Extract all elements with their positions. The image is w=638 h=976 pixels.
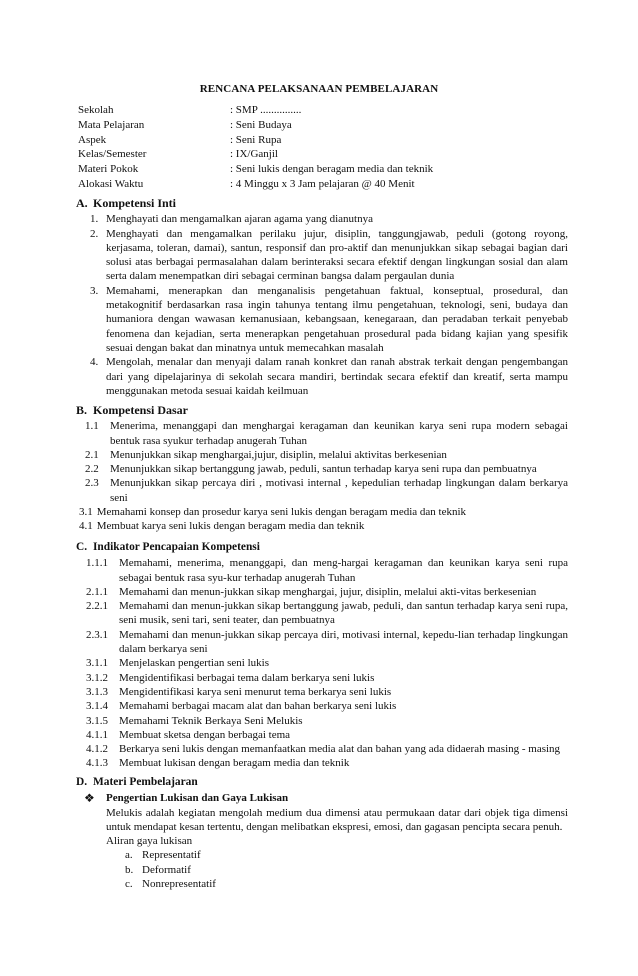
section-title: Kompetensi Inti: [93, 196, 177, 210]
section-materi: [76, 775, 568, 891]
section-letter: C.: [76, 541, 88, 553]
list-item: [125, 863, 568, 877]
materi-list: [125, 848, 568, 891]
item-text: Mengidentifikasi berbagai tema dalam berkarya seni lukis: [119, 671, 375, 684]
item-text: Memahami, menerapkan dan menganalisis pengetahuan faktual, konseptual, prosedural, dan metakognitif berdasarkan rasa ingin tahunya tentang ilmu pengetahuan, teknologi, seni, budaya dan humaniora dengan wawasan kemanusiaan, kebangsaan, kenegaraan, dan peradaban terkait penyebab fenomena dan kejadian, serta menerapkan pengetahuan prosedural pada bidang kajian yang spesifik sesuai dengan bakat dan minatnya untuk memecahkan masalah: [106, 284, 568, 354]
list-item: [76, 628, 568, 657]
item-letter: b.: [125, 863, 134, 876]
list-item: [76, 599, 568, 628]
section-title: Indikator Pencapaian Kompetensi: [93, 541, 260, 553]
item-number: 4.1.2: [86, 743, 108, 756]
identity-row-kelas-semester: [78, 147, 578, 162]
list-item: [76, 212, 568, 226]
section-heading: [76, 540, 568, 554]
item-number: 3.1.2: [86, 671, 108, 684]
item-text: Membuat lukisan dengan beragam media dan teknik: [119, 757, 350, 770]
identity-row-alokasi-waktu: [78, 177, 578, 192]
section-heading: [76, 775, 568, 789]
list-item: [76, 419, 568, 448]
list-item: [76, 448, 568, 462]
item-number: 2.: [90, 227, 99, 240]
list-item: [76, 742, 568, 756]
section-letter: B.: [76, 403, 88, 417]
item-number: 3.1: [79, 506, 93, 519]
item-number: 4.1.1: [86, 728, 108, 741]
identity-label: Alokasi Waktu: [78, 177, 144, 190]
identity-row-materi-pokok: [78, 162, 578, 177]
item-number: 2.2.1: [86, 600, 108, 613]
item-text: Mengidentifikasi karya seni menurut tema berkarya seni lukis: [119, 685, 392, 698]
identity-value: : Seni Budaya: [230, 118, 292, 131]
item-number: 3.: [90, 284, 99, 297]
identity-label: Materi Pokok: [78, 163, 139, 176]
item-text: Representatif: [142, 849, 201, 862]
item-text: Memahami dan menun-jukkan sikap bertanggung jawab, peduli, dan santun terhadap karya seni rupa, seni musik, seni tari, seni teater, dan pembuatnya: [119, 600, 568, 627]
list-item: [76, 699, 568, 713]
section-kompetensi-dasar: [76, 403, 568, 534]
identity-label: Aspek: [78, 133, 107, 146]
identity-label: Sekolah: [78, 104, 114, 116]
item-text: Membuat sketsa dengan berbagai tema: [119, 728, 291, 741]
list-item: [76, 728, 568, 742]
item-text: Menunjukkan sikap menghargai,jujur, disiplin, melalui aktivitas berkesenian: [110, 448, 447, 461]
item-text: Memahami konsep dan prosedur karya seni lukis dengan beragam media dan teknik: [96, 506, 467, 519]
item-letter: a.: [125, 849, 133, 862]
identity-value: : IX/Ganjil: [230, 148, 278, 161]
item-text: Memahami, menerima, menanggapi, dan meng-hargai keragaman dan keunikan karya seni rupa sebagai bentuk rasa syu-kur terhadap anugerah Tuhan: [119, 557, 568, 584]
item-number: 3.1.4: [86, 700, 108, 713]
item-text: Menjelaskan pengertian seni lukis: [119, 657, 269, 670]
list-item: [76, 656, 568, 670]
item-text: Menunjukkan sikap percaya diri , motivasi internal , kepedulian terhadap lingkungan dalam berkarya seni: [110, 477, 568, 504]
list-item: [76, 714, 568, 728]
identity-row-mata-pelajaran: [78, 118, 578, 133]
list-item: [76, 685, 568, 699]
section-title: Materi Pembelajaran: [93, 776, 198, 788]
diamond-bullet-icon: ❖: [84, 791, 95, 806]
list-item: [76, 462, 568, 476]
list-item: [76, 227, 568, 284]
item-number: 4.1.3: [86, 757, 108, 770]
materi-paragraph: Melukis adalah kegiatan mengolah medium dua dimensi atau permukaan datar dari objek tiga dimensi untuk mendapat kesan tertentu, dengan melibatkan ekspresi, emosi, dan gagasan pencipta secara penuh.: [106, 806, 568, 833]
identity-value: : 4 Minggu x 3 Jam pelajaran @ 40 Menit: [230, 177, 415, 190]
subheading-text: Pengertian Lukisan dan Gaya Lukisan: [106, 792, 289, 805]
list-item: [76, 556, 568, 585]
list-item: [125, 877, 568, 891]
item-text: Menunjukkan sikap bertanggung jawab, peduli, santun terhadap karya seni rupa dan pembuatnya: [110, 463, 537, 476]
list-item: [76, 519, 568, 533]
item-number: 2.3: [85, 477, 99, 490]
section-heading: [76, 403, 568, 417]
document-title: RENCANA PELAKSANAAN PEMBELAJARAN: [199, 83, 439, 95]
list-item: [76, 671, 568, 685]
item-text: Deformatif: [142, 863, 191, 876]
item-number: 2.2: [85, 463, 99, 476]
item-text: Berkarya seni lukis dengan memanfaatkan media alat dan bahan yang ada didaerah masing - masing: [119, 743, 561, 756]
item-number: 2.1.1: [86, 585, 108, 598]
item-number: 3.1.3: [86, 685, 108, 698]
item-number: 3.1.5: [86, 714, 108, 727]
item-number: 1.1.1: [86, 557, 108, 570]
materi-list-title: Aliran gaya lukisan: [106, 835, 193, 848]
section-indikator: [76, 540, 568, 771]
item-text: Memahami Teknik Berkaya Seni Melukis: [119, 714, 303, 727]
materi-subheading: [84, 791, 568, 805]
list-item: [76, 284, 568, 355]
item-letter: c.: [125, 878, 133, 891]
item-text: Memahami berbagai macam alat dan bahan berkarya seni lukis: [119, 700, 397, 713]
section-heading: [76, 196, 568, 210]
item-number: 1.: [90, 213, 99, 226]
section-letter: A.: [76, 196, 88, 210]
item-number: 3.1.1: [86, 657, 108, 670]
item-number: 2.1: [85, 448, 99, 461]
identity-row-aspek: [78, 133, 578, 148]
item-text: Membuat karya seni lukis dengan beragam media dan teknik: [96, 520, 365, 533]
list-item: [76, 355, 568, 398]
identity-value: : SMP ...............: [230, 104, 302, 116]
item-text: Menghayati dan mengamalkan ajaran agama yang dianutnya: [106, 213, 373, 226]
section-title: Kompetensi Dasar: [93, 403, 188, 417]
item-number: 4.1: [79, 520, 93, 533]
item-text: Menghayati dan mengamalkan perilaku jujur, disiplin, tanggungjawab, peduli (gotong royong, kerjasama, toleran, damai), santun, responsif dan pro-aktif dan menunjukkan sikap sebagai bagian dari solusi atas berbagai permasalahan dalam berinteraksi secara efektif dengan lingkungan sosial dan alam serta dalam menempatkan diri sebagai cerminan bangsa dalam pergaulan dunia: [106, 227, 568, 283]
item-number: 4.: [90, 356, 99, 369]
identity-label: Kelas/Semester: [78, 148, 147, 161]
item-text: Memahami dan menun-jukkan sikap menghargai, jujur, disiplin, melalui akti-vitas berkesenian: [119, 585, 537, 598]
list-item: [76, 585, 568, 599]
list-item: [76, 476, 568, 505]
section-kompetensi-inti: [76, 196, 568, 398]
list-item: [76, 756, 568, 770]
item-text: Nonrepresentatif: [142, 878, 216, 891]
identity-row-sekolah: [78, 103, 578, 118]
identity-label: Mata Pelajaran: [78, 118, 145, 131]
identity-value: : Seni Rupa: [230, 133, 282, 146]
section-letter: D.: [76, 776, 88, 788]
list-item: [76, 505, 568, 519]
item-number: 2.3.1: [86, 628, 108, 641]
list-item: [125, 848, 568, 862]
identity-block: [78, 103, 578, 192]
item-text: Menerima, menanggapi dan menghargai keragaman dan keunikan karya seni rupa modern sebagai bentuk rasa syukur terhadap anugerah Tuhan: [110, 420, 568, 447]
item-text: Memahami dan menun-jukkan sikap percaya diri, motivasi internal, kepedu-lian terhadap lingkungan dalam berkarya seni: [119, 628, 568, 656]
item-text: Mengolah, menalar dan menyaji dalam ranah konkret dan ranah abstrak terkait dengan pengembangan dari yang dipelajarinya di sekolah secara mandiri, bertindak secara efektif dan kreatif, serta mampu menggunakan metoda sesuai kaidah keilmuan: [106, 356, 568, 397]
item-number: 1.1: [85, 420, 99, 433]
identity-value: : Seni lukis dengan beragam media dan teknik: [230, 163, 434, 176]
